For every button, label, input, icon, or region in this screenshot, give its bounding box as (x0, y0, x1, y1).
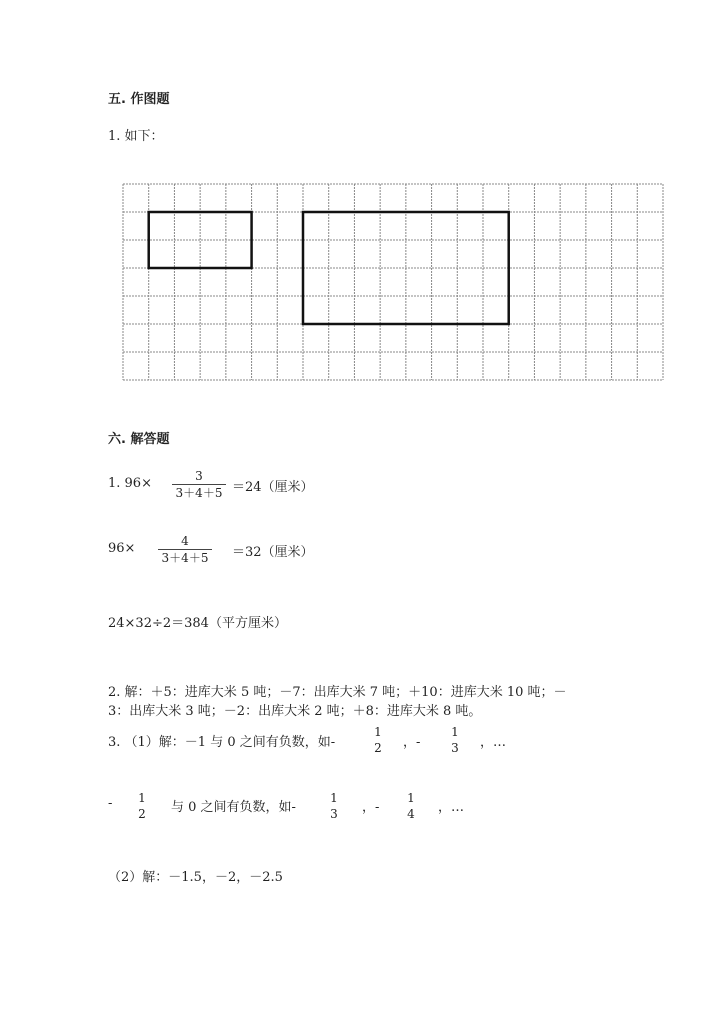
drawing-grid (122, 183, 664, 382)
section-title: 六. 解答题 (108, 432, 170, 447)
equation-text: 96× (108, 541, 136, 556)
fraction: 1 2 (138, 791, 146, 821)
answer-text: - (108, 796, 113, 811)
answer-text: （2）解：－1.5，－2，－2.5 (108, 870, 283, 885)
fraction: 1 3 (451, 725, 459, 755)
fraction: 1 3 (330, 791, 338, 821)
equation-text: ＝24（厘米） (232, 480, 314, 495)
answer-text: ，- (362, 800, 380, 815)
answer-text: 3：出库大米 3 吨；－2：出库大米 2 吨；＋8：进库大米 8 吨。 (108, 704, 482, 719)
fraction: 1 4 (407, 791, 415, 821)
question-label: 1. 如下： (108, 129, 164, 144)
answer-text: ，… (480, 735, 507, 750)
fraction: 1 2 (374, 725, 382, 755)
fraction: $\frac{3}{3+4+5}$ (172, 468, 226, 501)
answer-text: 与 0 之间有负数，如- (171, 800, 296, 815)
answer-text: 2. 解：＋5：进库大米 5 吨；－7：出库大米 7 吨；＋10：进库大米 10 吨；－ (108, 685, 567, 700)
answer-text: ，- (403, 735, 421, 750)
fraction: $\frac{4}{3+4+5}$ (158, 533, 212, 566)
answer-text: 3. （1）解：－1 与 0 之间有负数，如- (108, 735, 336, 750)
equation-text: ＝32（厘米） (232, 545, 314, 560)
section-title: 五. 作图题 (108, 92, 170, 107)
equation-text: 24×32÷2＝384（平方厘米） (108, 616, 287, 631)
equation-text: 1. 96× (108, 476, 152, 491)
answer-text: ，… (438, 800, 465, 815)
